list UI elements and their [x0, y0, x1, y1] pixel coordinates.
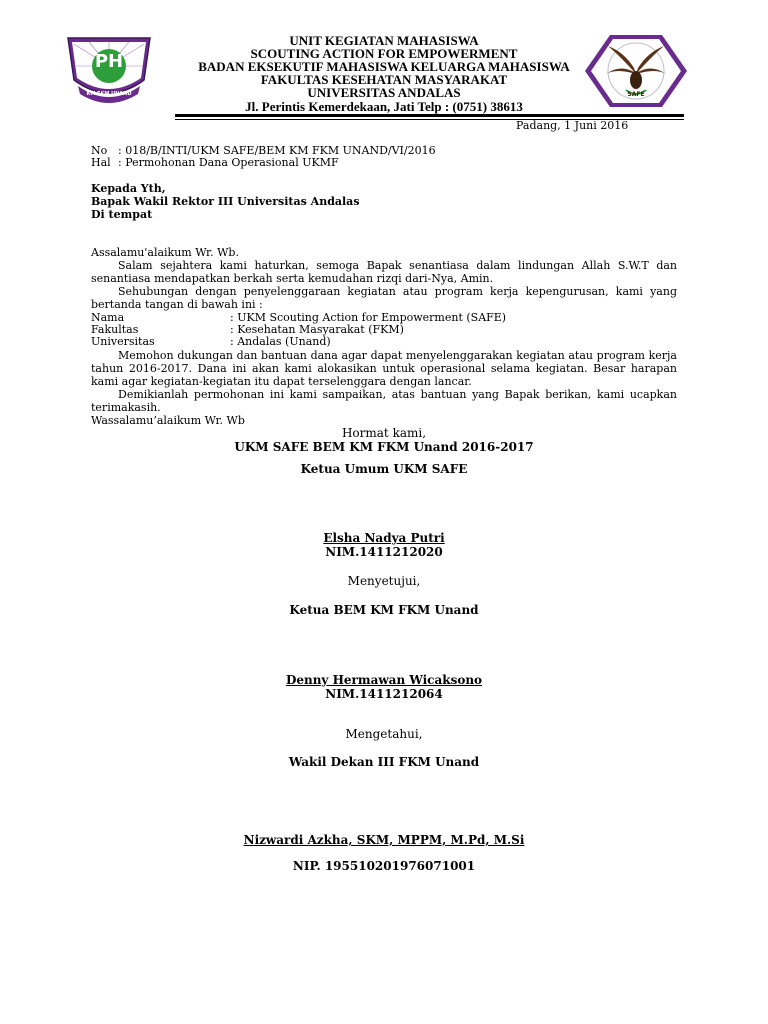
field-label-fakultas: Fakultas: [91, 323, 139, 336]
header-line-2: SCOUTING ACTION FOR EMPOWERMENT: [250, 46, 518, 61]
paragraph-3: Memohon dukungan dan bantuan dana agar dapat menyelenggarakan kegiatan atau program kerja tahun 2016-2017. Dana ini akan kami alokasikan untuk operasional selama kegiatan. Besar harapan kami agar kegiatan-kegiatan itu dapat terselenggara dengan lancar.: [91, 349, 677, 388]
recipient-line-1: Kepada Yth,: [91, 182, 166, 195]
signature-name-1: Elsha Nadya Putri: [323, 531, 445, 545]
signature-organization: UKM SAFE BEM KM FKM Unand 2016-2017: [234, 440, 534, 454]
place-date: Padang, 1 Juni 2016: [516, 119, 629, 132]
left-logo-ribbon-text: KM FKM UNAND: [86, 91, 132, 97]
signature-name-2: Denny Hermawan Wicaksono: [285, 673, 483, 687]
field-label-universitas: Universitas: [91, 335, 155, 348]
signature-role-1: Ketua Umum UKM SAFE: [300, 462, 468, 476]
signature-name-3-wrap: [188, 833, 580, 847]
signature-approve: Menyetujui,: [347, 574, 421, 588]
header-line-1: UNIT KEGIATAN MAHASISWA: [289, 33, 479, 48]
signature-nim-2: NIM.1411212064: [325, 687, 443, 701]
letter-subject-value: : Permohonan Dana Operasional UKMF: [118, 156, 339, 169]
signature-name-3: Nizwardi Azkha, SKM, MPPM, M.Pd, M.Si: [243, 833, 525, 847]
paragraph-1: Salam sejahtera kami haturkan, semoga Bapak senantiasa dalam lindungan Allah S.W.T dan senantiasa mendapatkan berkah serta kemudahan rizqi dari-Nya, Amin.: [91, 259, 677, 285]
header-rule-thick: [175, 114, 684, 117]
paragraph-4: Demikianlah permohonan ini kami sampaikan, atas bantuan yang Bapak berikan, kami ucapkan terimakasih.: [91, 388, 677, 414]
recipient-line-3: Di tempat: [91, 208, 153, 221]
signature-name-1-wrap: [188, 531, 580, 545]
letter-number-value: : 018/B/INTI/UKM SAFE/BEM KM FKM UNAND/VI/2016: [118, 144, 436, 157]
signature-role-2: Ketua BEM KM FKM Unand: [289, 603, 479, 617]
header-line-3: BADAN EKSEKUTIF MAHASISWA KELUARGA MAHASISWA: [198, 59, 570, 74]
field-value-fakultas: : Kesehatan Masyarakat (FKM): [230, 323, 404, 336]
field-label-nama: Nama: [91, 311, 125, 324]
recipient-line-2: Bapak Wakil Rektor III Universitas Andalas: [91, 195, 360, 208]
header-address: Jl. Perintis Kemerdekaan, Jati Telp : (0751) 38613: [245, 99, 523, 114]
closing: Wassalamu’alaikum Wr. Wb: [91, 414, 245, 427]
paragraph-2: Sehubungan dengan penyelenggaraan kegiatan atau program kerja kepengurusan, kami yang bertanda tangan di bawah ini :: [91, 285, 677, 311]
signature-role-3: Wakil Dekan III FKM Unand: [288, 755, 480, 769]
signature-nim-1: NIM.1411212020: [325, 545, 443, 559]
letter-subject-label: Hal: [91, 156, 111, 169]
signature-regards: Hormat kami,: [341, 426, 427, 440]
right-logo-label: SAFE: [627, 91, 645, 98]
signature-nip-3: NIP. 195510201976071001: [292, 859, 476, 873]
signature-acknowledge: Mengetahui,: [345, 727, 423, 741]
field-value-nama: : UKM Scouting Action for Empowerment (SAFE): [230, 311, 507, 324]
letter-number-label: No: [91, 144, 108, 157]
greeting: Assalamu'alaikum Wr. Wb.: [91, 246, 239, 259]
field-value-universitas: : Andalas (Unand): [230, 335, 331, 348]
header-line-4: FAKULTAS KESEHATAN MASYARAKAT: [260, 72, 508, 87]
left-logo-letters: PH: [94, 51, 124, 72]
header-line-5: UNIVERSITAS ANDALAS: [307, 85, 461, 100]
signature-name-2-wrap: [188, 673, 580, 687]
